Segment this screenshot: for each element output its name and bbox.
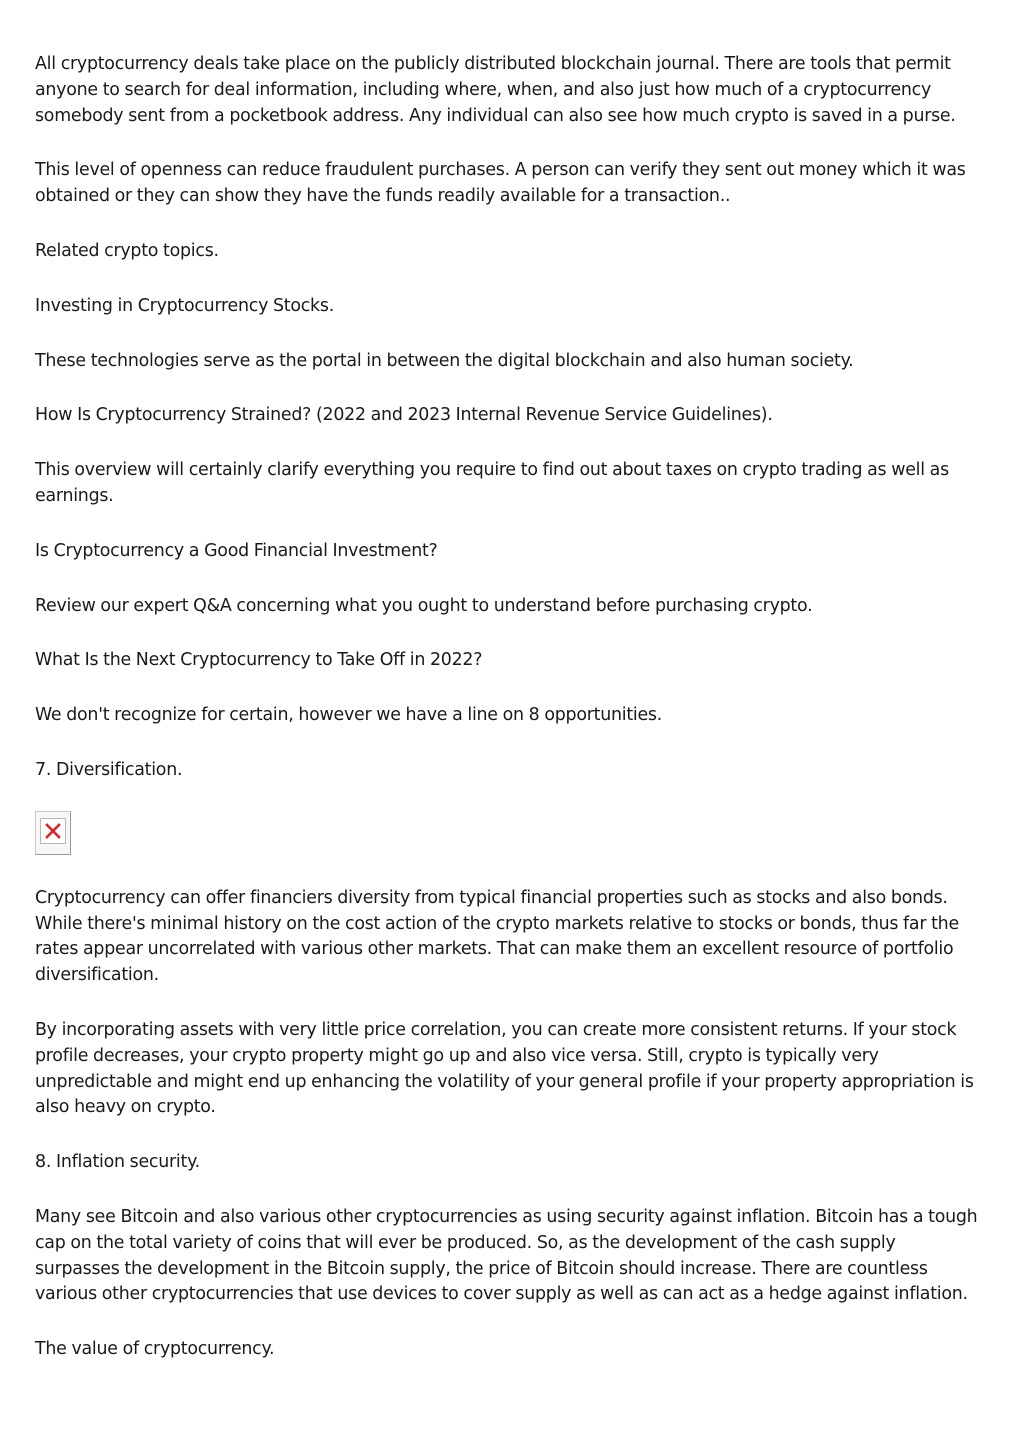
paragraph-openness: This level of openness can reduce fraudulent purchases. A person can verify they sent out money which it was obtained or they can show they have the funds readily available for a transaction.. [35, 160, 966, 207]
topic-taxes: How Is Cryptocurrency Strained? (2022 and 2023 Internal Revenue Service Guidelines). [35, 405, 773, 426]
paragraph-bitcoin-inflation: Many see Bitcoin and also various other cryptocurrencies as using security against inflation. Bitcoin has a tough cap on the total variety of coins that will ever be produced. So, as the development of the cash supply surpasses the development in the Bitcoin supply, the price of Bitcoin should increase. There are countless various other cryptocurrencies that use devices to cover supply as well as can act as a hedge against inflation. [35, 1206, 978, 1305]
paragraph-diversity: Cryptocurrency can offer financiers diversity from typical financial properties such as stocks and also bonds. While there's minimal history on the cost action of the crypto markets relative to stocks or bonds, thus far the rates appear uncorrelated with various other markets. That can make them an excellent resource of portfolio diversification. [35, 887, 959, 986]
topic-investing-stocks: Investing in Cryptocurrency Stocks. [35, 295, 334, 316]
section-heading-diversification: 7. Diversification. [35, 759, 183, 780]
topic-next-crypto-summary: We don't recognize for certain, however we have a line on 8 opportunities. [35, 705, 663, 726]
paragraph-blockchain-journal: All cryptocurrency deals take place on the publicly distributed blockchain journal. There are tools that permit anyone to search for deal information, including where, when, and also just how much of a cryptocurrency somebody sent from a pocketbook address. Any individual can also see how much crypto is saved in a purse. [35, 54, 956, 126]
broken-image-frame [40, 818, 66, 844]
topic-good-investment-summary: Review our expert Q&A concerning what you ought to understand before purchasing crypto. [35, 595, 813, 616]
topic-taxes-summary: This overview will certainly clarify everything you require to find out about taxes on crypto trading as well as earnings. [35, 460, 949, 506]
related-topics-heading: Related crypto topics. [35, 240, 219, 261]
paragraph-price-correlation: By incorporating assets with very little price correlation, you can create more consistent returns. If your stock profile decreases, your crypto property might go up and also vice versa. Still, crypto is typically very unpredictable and might end up enhancing the volatility of your general profile if your property appropriation is also heavy on crypto. [35, 1019, 974, 1118]
topic-investing-stocks-summary: These technologies serve as the portal in between the digital blockchain and also human society. [35, 350, 854, 371]
section-heading-value: The value of cryptocurrency. [35, 1339, 275, 1360]
section-heading-inflation: 8. Inflation security. [35, 1152, 200, 1173]
broken-image-placeholder [35, 811, 71, 855]
article-body [35, 52, 984, 1363]
topic-next-crypto: What Is the Next Cryptocurrency to Take Off in 2022? [35, 650, 483, 671]
topic-good-investment: Is Cryptocurrency a Good Financial Investment? [35, 540, 438, 561]
broken-image-icon [45, 823, 61, 839]
